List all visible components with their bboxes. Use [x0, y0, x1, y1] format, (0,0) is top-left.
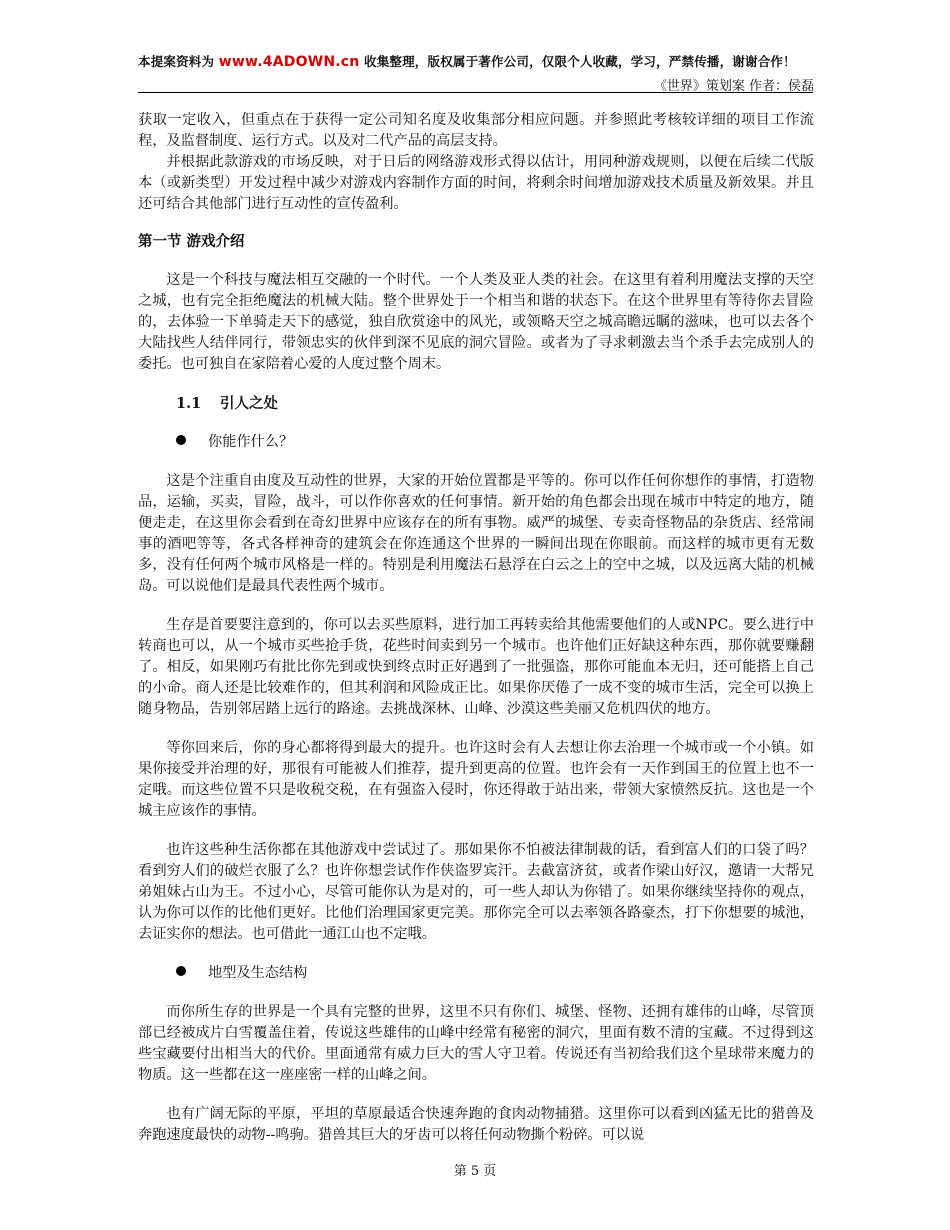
notice-prefix: 本提案资料为 [138, 54, 219, 69]
paragraph: 而你所生存的世界是一个具有完整的世界，这里不只有你们、城堡、怪物、还拥有雄伟的山峰，尽管顶部已经被成片白雪覆盖住着，传说这些雄伟的山峰中经常有秘密的洞穴，里面有数不清的宝藏。不过得到这些宝藏要付出相当大的代价。里面通常有威力巨大的雪人守卫着。传说还有当初给我们这个星球带来魔力的物质。这一些都在这一座座密一样的山峰之间。 [138, 1004, 814, 1083]
section-heading: 第一节 游戏介绍 [138, 233, 245, 250]
notice-suffix: 收集整理，版权属于著作公司，仅限个人收藏，学习，严禁传播，谢谢合作！ [359, 54, 796, 69]
subsection-number: 1.1 [176, 395, 202, 412]
paragraph: 获取一定收入，但重点在于获得一定公司知名度及收集部分相应问题。并参照此考核较详细的项目工作流程，及监督制度、运行方式。以及对二代产品的高层支持。 [138, 112, 814, 149]
header-divider [138, 92, 813, 93]
bullet-icon [176, 435, 186, 445]
subsection-heading [138, 393, 814, 414]
bullet-text: 你能作什么？ [208, 434, 294, 450]
paragraph: 这是一个科技与魔法相互交融的一个时代。一个人类及亚人类的社会。在这里有着利用魔法支撑的天空之城，也有完全拒绝魔法的机械大陆。整个世界处于一个相当和谐的状态下。在这个世界里有等待你去冒险的，去体验一下单骑走天下的感觉，独自欣赏途中的风光，或领略天空之城高瞻远瞩的滋味，也可以去各个大陆找些人结伴同行，带领忠实的伙伴到深不见底的洞穴冒险。或者为了寻求刺激去当个杀手去完成别人的委托。也可独自在家陪着心爱的人度过整个周末。 [138, 272, 814, 372]
paragraph: 这是个注重自由度及互动性的世界，大家的开始位置都是平等的。你可以作任何你想作的事情，打造物品，运输，买卖，冒险，战斗，可以作你喜欢的任何事情。新开始的角色都会出现在城市中特定的地方，随便走走，在这里你会看到在奇幻世界中应该存在的所有事物。威严的城堡、专卖奇怪物品的杂货店、经常闹事的酒吧等等，各式各样神奇的建筑会在你连通这个世界的一瞬间出现在你眼前。而这样的城市更有无数多，没有任何两个城市风格是一样的。特别是利用魔法石悬浮在白云之上的空中之城，以及远离大陆的机械岛。可以说他们是最具代表性两个城市。 [138, 473, 814, 594]
paragraph: 也许这些种生活你都在其他游戏中尝试过了。那如果你不怕被法律制裁的话，看到富人们的口袋了吗？看到穷人们的破烂衣服了么？也许你想尝试作作侠盗罗宾汗。去截富济贫，或者作梁山好汉，邀请一大帮兄弟姐妹占山为王。不过小心，尽管可能你认为是对的，可一些人却认为你错了。如果你继续坚持你的观点，认为你可以作的比他们更好。比他们治理国家更完美。那你完全可以去率领各路豪杰，打下你想要的城池，去证实你的想法。也可借此一通江山也不定哦。 [138, 842, 814, 942]
bullet-item [138, 432, 814, 453]
paragraph: 并根据此款游戏的市场反映，对于日后的网络游戏形式得以估计，用同种游戏规则，以便在后续二代版本（或新类型）开发过程中减少对游戏内容制作方面的时间，将剩余时间增加游戏技术质量及新效果。并且还可结合其他部门进行互动性的宣传盈利。 [138, 154, 814, 212]
copyright-notice [138, 52, 818, 70]
bullet-item [138, 963, 814, 984]
document-title: 《世界》策划案 作者：侯磊 [653, 79, 814, 94]
paragraph: 也有广阔无际的平原，平坦的草原最适合快速奔跑的食肉动物捕猎。这里你可以看到凶猛无比的猎兽及奔跑速度最快的动物--鸣驹。猎兽其巨大的牙齿可以将任何动物撕个粉碎。可以说 [138, 1106, 814, 1143]
document-body [138, 110, 814, 1146]
bullet-icon [176, 966, 186, 976]
paragraph: 等你回来后，你的身心都将得到最大的提升。也许这时会有人去想让你去治理一个城市或一个小镇。如果你接受并治理的好，那很有可能被人们推荐，提升到更高的位置。也许会有一天作到国王的位置上也不一定哦。而这些位置不只是收税交税，在有强盗入侵时，你还得敢于站出来，带领大家愤然反抗。这也是一个城主应该作的事情。 [138, 740, 814, 819]
paragraph: 生存是首要要注意到的，你可以去买些原料，进行加工再转卖给其他需要他们的人或NPC。要么进行中转商也可以，从一个城市买些抢手货，花些时间卖到另一个城市。也许他们正好缺这种东西，那你就要赚翻了。相反，如果刚巧有批比你先到或快到终点时正好遇到了一批强盗，那你可能血本无归，还可能搭上自己的小命。商人还是比较难作的，但其利润和风险成正比。如果你厌倦了一成不变的城市生活，完全可以换上随身物品，告别邻居踏上远行的路途。去挑战深林、山峰、沙漠这些美丽又危机四伏的地方。 [138, 617, 814, 717]
page-number: 第 5 页 [453, 1164, 497, 1179]
source-url[interactable]: www.4ADOWN.cn [218, 54, 360, 70]
bullet-text: 地型及生态结构 [208, 965, 308, 981]
subsection-title: 引人之处 [220, 395, 278, 412]
